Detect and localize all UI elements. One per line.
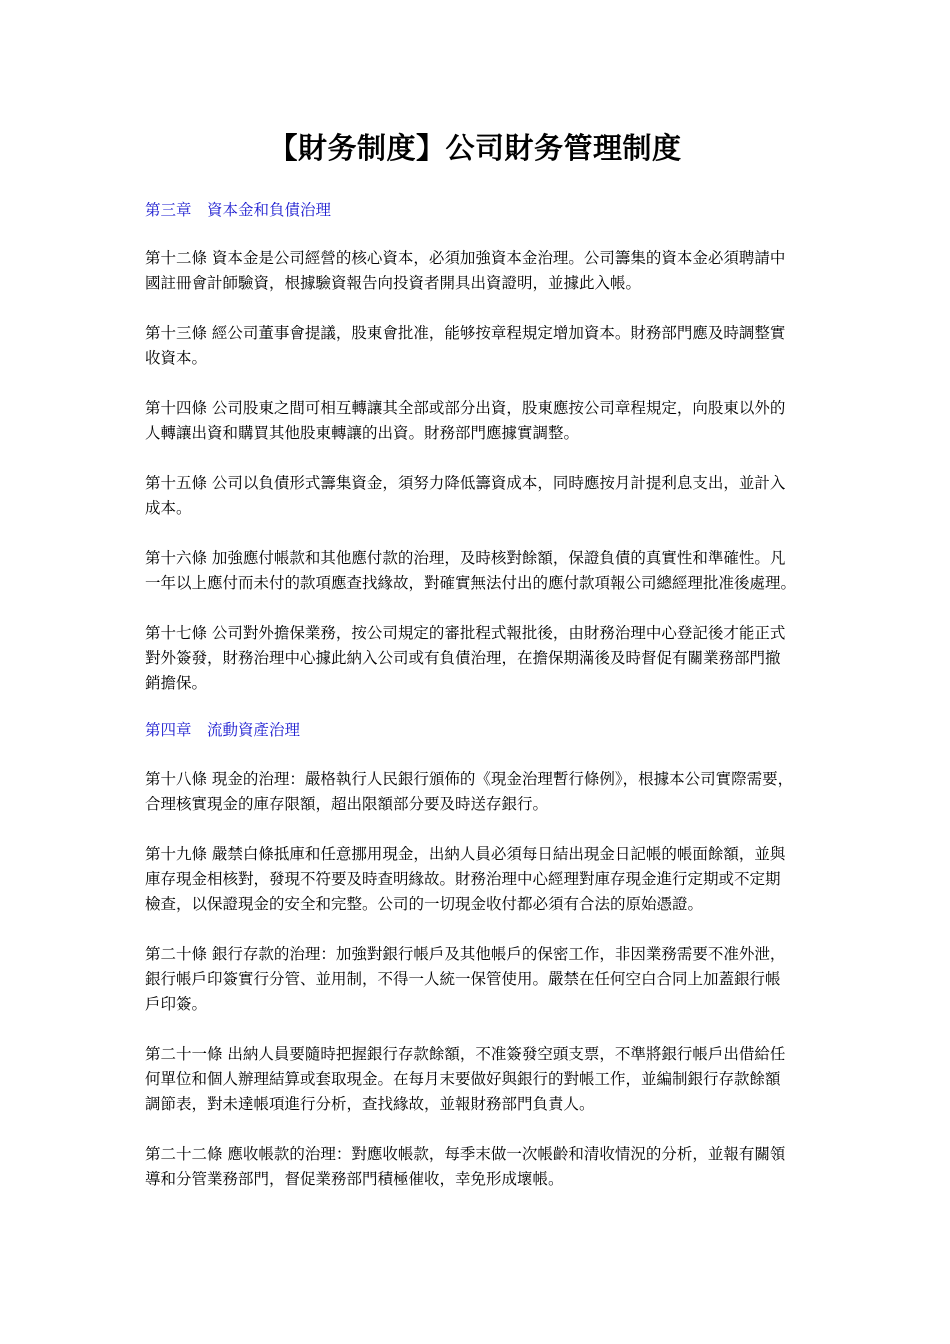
paragraph-line: 第十七條 公司對外擔保業務，按公司規定的審批程式報批後，由財務治理中心登記後才能正式 bbox=[145, 624, 786, 642]
document-title: 【財务制度】公司財务管理制度 bbox=[268, 131, 682, 165]
article-paragraph bbox=[145, 767, 810, 817]
paragraph-line: 戶印簽。 bbox=[145, 995, 208, 1013]
paragraph-line: 銷擔保。 bbox=[145, 674, 208, 692]
paragraph-line: 第十八條 現金的治理：嚴格執行人民銀行頒佈的《現金治理暫行條例》，根據本公司實際需要， bbox=[145, 770, 794, 788]
paragraph-line: 成本。 bbox=[145, 499, 192, 517]
paragraph-line: 第十五條 公司以負債形式籌集資金，須努力降低籌資成本，同時應按月計提利息支出，並計入 bbox=[145, 474, 786, 492]
paragraph-line: 調節表，對未達帳項進行分析，查找緣故，並報財務部門負責人。 bbox=[145, 1095, 595, 1113]
paragraph-line: 第十四條 公司股東之間可相互轉讓其全部或部分出資，股東應按公司章程規定，向股東以外的 bbox=[145, 399, 786, 417]
article-paragraph bbox=[145, 471, 810, 521]
paragraph-line: 導和分管業務部門，督促業務部門積極催收，幸免形成壞帳。 bbox=[145, 1170, 564, 1188]
article-paragraph bbox=[145, 546, 810, 596]
paragraph-line: 銀行帳戶印簽實行分管、並用制，不得一人統一保管使用。嚴禁在任何空白合同上加蓋銀行帳 bbox=[145, 970, 781, 988]
article-paragraph bbox=[145, 246, 810, 296]
paragraph-line: 第二十條 銀行存款的治理：加強對銀行帳戶及其他帳戶的保密工作，非因業務需要不准外泄， bbox=[145, 945, 786, 963]
paragraph-line: 第十三條 經公司董事會提議，股東會批准，能够按章程規定增加資本。財務部門應及時調整實 bbox=[145, 324, 786, 342]
article-paragraph bbox=[145, 842, 810, 917]
paragraph-line: 第十六條 加強應付帳款和其他應付款的治理，及時核對餘額，保證負債的真實性和準確性。凡 bbox=[145, 549, 786, 567]
article-paragraph bbox=[145, 621, 810, 696]
paragraph-line: 何單位和個人辦理結算或套取現金。在每月末要做好與銀行的對帳工作，並編制銀行存款餘額 bbox=[145, 1070, 781, 1088]
article-paragraph bbox=[145, 942, 810, 1017]
paragraph-line: 第十九條 嚴禁白條抵庫和任意挪用現金，出納人員必須每日結出現金日記帳的帳面餘額，並與 bbox=[145, 845, 786, 863]
article-paragraph bbox=[145, 1042, 810, 1117]
article-paragraph bbox=[145, 321, 810, 371]
paragraph-line: 國註冊會計師驗資，根據驗資報告向投資者開具出資證明，並據此入帳。 bbox=[145, 274, 642, 292]
paragraph-line: 人轉讓出資和購買其他股東轉讓的出資。財務部門應據實調整。 bbox=[145, 424, 580, 442]
paragraph-line: 收資本。 bbox=[145, 349, 208, 367]
paragraph-line: 合理核實現金的庫存限額，超出限額部分要及時送存銀行。 bbox=[145, 795, 549, 813]
paragraph-line: 庫存現金相核對，發現不符要及時查明緣故。財務治理中心經理對庫存現金進行定期或不定期 bbox=[145, 870, 781, 888]
chapter-heading: 第三章 資本金和負債治理 bbox=[145, 201, 332, 219]
chapter-heading: 第四章 流動資產治理 bbox=[145, 721, 301, 739]
paragraph-line: 一年以上應付而未付的款項應查找緣故，對確實無法付出的應付款項報公司總經理批准後處理。 bbox=[145, 574, 797, 592]
paragraph-line: 第十二條 資本金是公司經營的核心資本，必須加強資本金治理。公司籌集的資本金必須聘請中 bbox=[145, 249, 786, 267]
paragraph-line: 第二十一條 出納人員要隨時把握銀行存款餘額，不准簽發空頭支票，不準將銀行帳戶出借給任 bbox=[145, 1045, 786, 1063]
paragraph-line: 檢查，以保證現金的安全和完整。公司的一切現金收付都必須有合法的原始憑證。 bbox=[145, 895, 704, 913]
paragraph-line: 對外簽發，財務治理中心據此納入公司或有負債治理，在擔保期滿後及時督促有關業務部門撤 bbox=[145, 649, 781, 667]
paragraph-line: 第二十二條 應收帳款的治理：對應收帳款，每季末做一次帳齡和清收情況的分析，並報有關領 bbox=[145, 1145, 786, 1163]
article-paragraph bbox=[145, 1142, 810, 1192]
article-paragraph bbox=[145, 396, 810, 446]
